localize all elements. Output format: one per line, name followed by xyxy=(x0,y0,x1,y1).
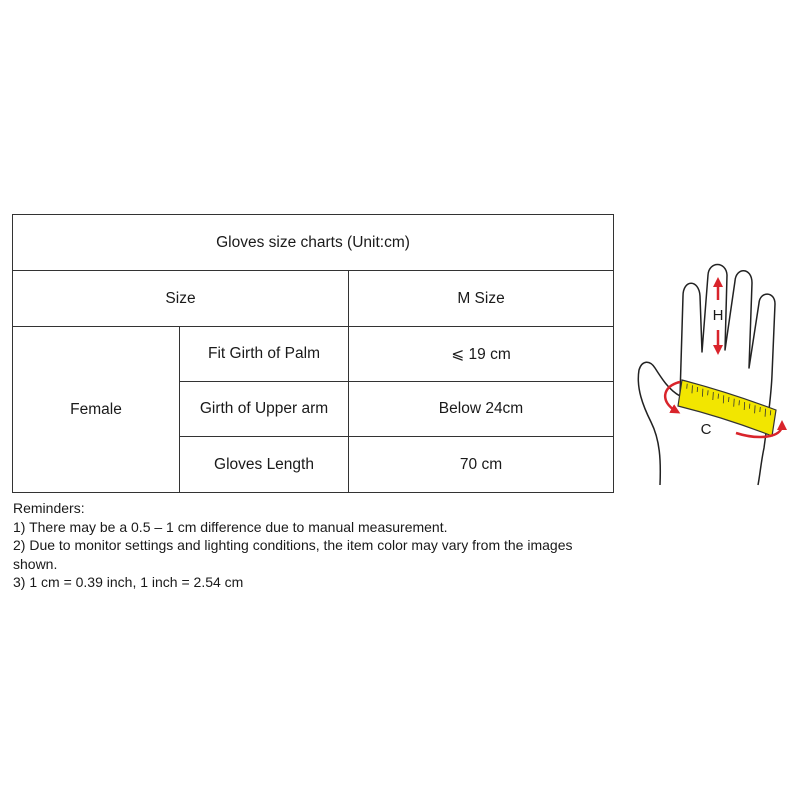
tape-tick xyxy=(692,385,693,393)
measuring-tape-icon xyxy=(678,380,776,436)
reminders-heading: Reminders: xyxy=(13,500,85,516)
measure-value-cell: 70 cm xyxy=(349,437,614,493)
tape-tick xyxy=(739,400,740,405)
circumference-label: C xyxy=(700,421,712,438)
table-header-row xyxy=(13,271,614,327)
tape-tick xyxy=(729,397,730,402)
tape-tick xyxy=(702,389,703,397)
tape-tick xyxy=(734,399,735,407)
table-title: Gloves size charts (Unit:cm) xyxy=(13,215,614,271)
tape-tick xyxy=(755,405,756,413)
size-chart-table xyxy=(12,214,614,493)
reminders xyxy=(13,499,603,592)
size-header-cell: Size xyxy=(13,271,349,327)
measure-value-cell: ⩽ 19 cm xyxy=(349,327,614,382)
measure-label-cell: Gloves Length xyxy=(180,437,349,493)
tape-tick xyxy=(770,410,771,415)
hand-outline-icon xyxy=(638,265,775,486)
tape-tick xyxy=(760,407,761,412)
reminder-item: 1) There may be a 0.5 – 1 cm difference due to manual measurement. xyxy=(13,518,448,535)
hand-measurement-diagram xyxy=(630,260,795,490)
size-value-header-cell: M Size xyxy=(349,271,614,327)
table-row xyxy=(13,327,614,382)
tape-tick xyxy=(718,394,719,399)
reminder-item: 2) Due to monitor settings and lighting conditions, the item color may vary from the images shown. xyxy=(13,537,573,572)
tape-tick xyxy=(708,390,709,395)
tape-tick xyxy=(687,384,688,389)
tape-tick xyxy=(723,395,724,403)
reminder-item: 3) 1 cm = 0.39 inch, 1 inch = 2.54 cm xyxy=(13,574,244,591)
tape-tick xyxy=(744,402,745,410)
tape-tick xyxy=(765,409,766,417)
measure-value-cell: Below 24cm xyxy=(349,382,614,437)
tape-tick xyxy=(697,387,698,392)
measure-label-cell: Girth of Upper arm xyxy=(180,382,349,437)
tape-tick xyxy=(713,392,714,400)
table-title-row xyxy=(13,215,614,271)
measure-label-cell: Fit Girth of Palm xyxy=(180,327,349,382)
tape-tick xyxy=(749,404,750,409)
category-cell: Female xyxy=(13,327,180,493)
height-label: H xyxy=(712,307,724,324)
